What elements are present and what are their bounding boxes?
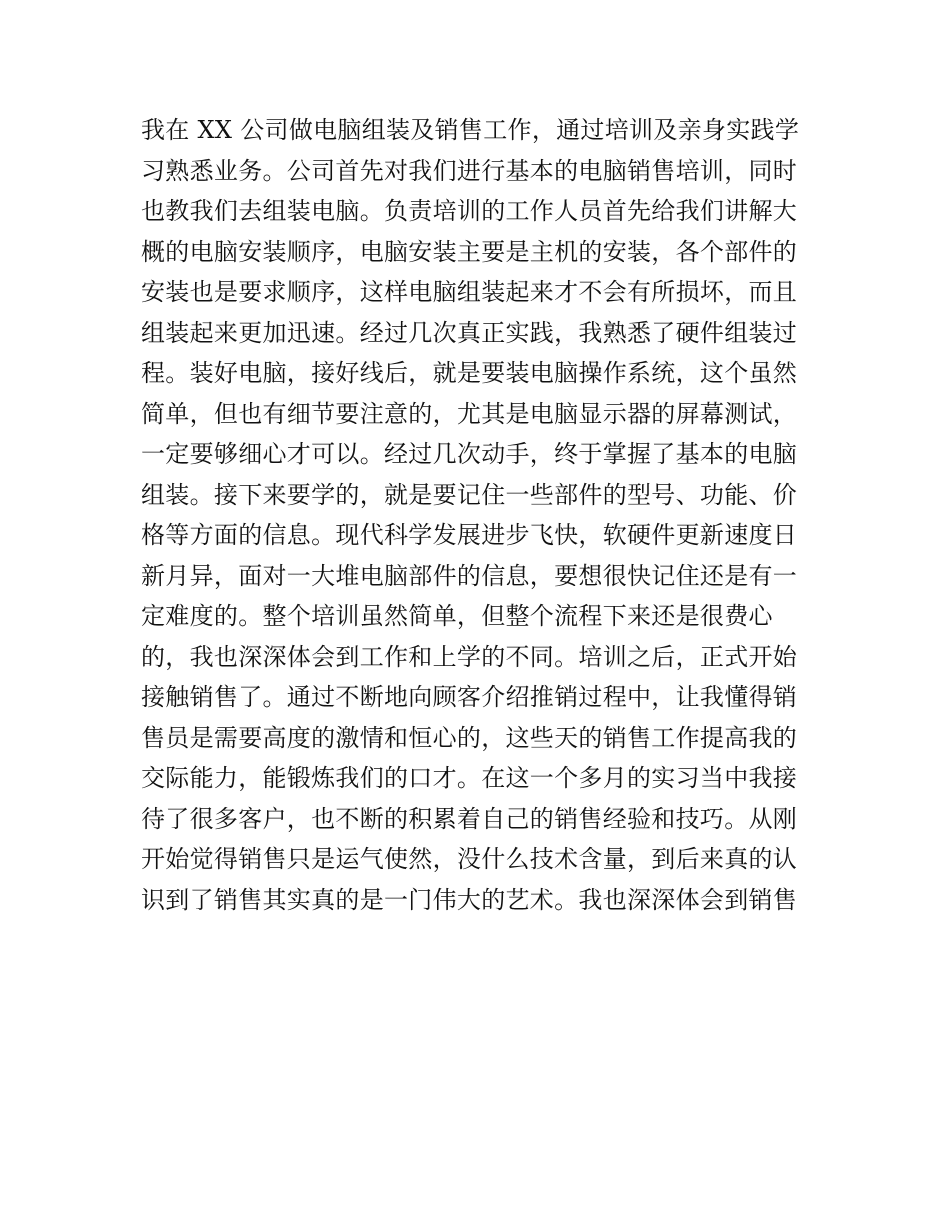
- text-line: 一定要够细心才可以。经过几次动手，终于掌握了基本的电脑: [141, 440, 798, 468]
- text-line: 识到了销售其实真的是一门伟大的艺术。我也深深体会到销售: [141, 885, 798, 914]
- text-line: 格等方面的信息。现代科学发展进步飞快，软硬件更新速度日: [141, 521, 798, 549]
- text-line: 组装起来更加迅速。经过几次真正实践，我熟悉了硬件组装过: [141, 318, 798, 347]
- text-line: 习熟悉业务。公司首先对我们进行基本的电脑销售培训，同时: [141, 156, 798, 185]
- text-line: 简单，但也有细节要注意的，尤其是电脑显示器的屏幕测试，: [141, 399, 798, 428]
- body-paragraph: [141, 110, 821, 920]
- text-line: 我在 XX 公司做电脑组装及销售工作，通过培训及亲身实践学: [141, 116, 800, 144]
- text-line: 的，我也深深体会到工作和上学的不同。培训之后，正式开始: [141, 642, 798, 671]
- text-line: 安装也是要求顺序，这样电脑组装起来才不会有所损坏，而且: [141, 278, 798, 306]
- text-line: 定难度的。整个培训虽然简单，但整个流程下来还是很费心: [141, 602, 773, 630]
- text-line: 新月异，面对一大堆电脑部件的信息，要想很快记住还是有一: [141, 561, 798, 590]
- text-line: 接触销售了。通过不断地向顾客介绍推销过程中，让我懂得销: [141, 683, 798, 711]
- text-line: 概的电脑安装顺序，电脑安装主要是主机的安装，各个部件的: [141, 237, 798, 266]
- text-line: 开始觉得销售只是运气使然，没什么技术含量，到后来真的认: [141, 845, 798, 873]
- text-line: 售员是需要高度的激情和恒心的，这些天的销售工作提高我的: [141, 723, 798, 752]
- text-line: 待了很多客户，也不断的积累着自己的销售经验和技巧。从刚: [141, 804, 798, 833]
- text-line: 也教我们去组装电脑。负责培训的工作人员首先给我们讲解大: [141, 197, 798, 225]
- text-line: 程。装好电脑，接好线后，就是要装电脑操作系统，这个虽然: [141, 359, 798, 387]
- text-line: 组装。接下来要学的，就是要记住一些部件的型号、功能、价: [141, 480, 798, 509]
- text-line: 交际能力，能锻炼我们的口才。在这一个多月的实习当中我接: [141, 764, 798, 792]
